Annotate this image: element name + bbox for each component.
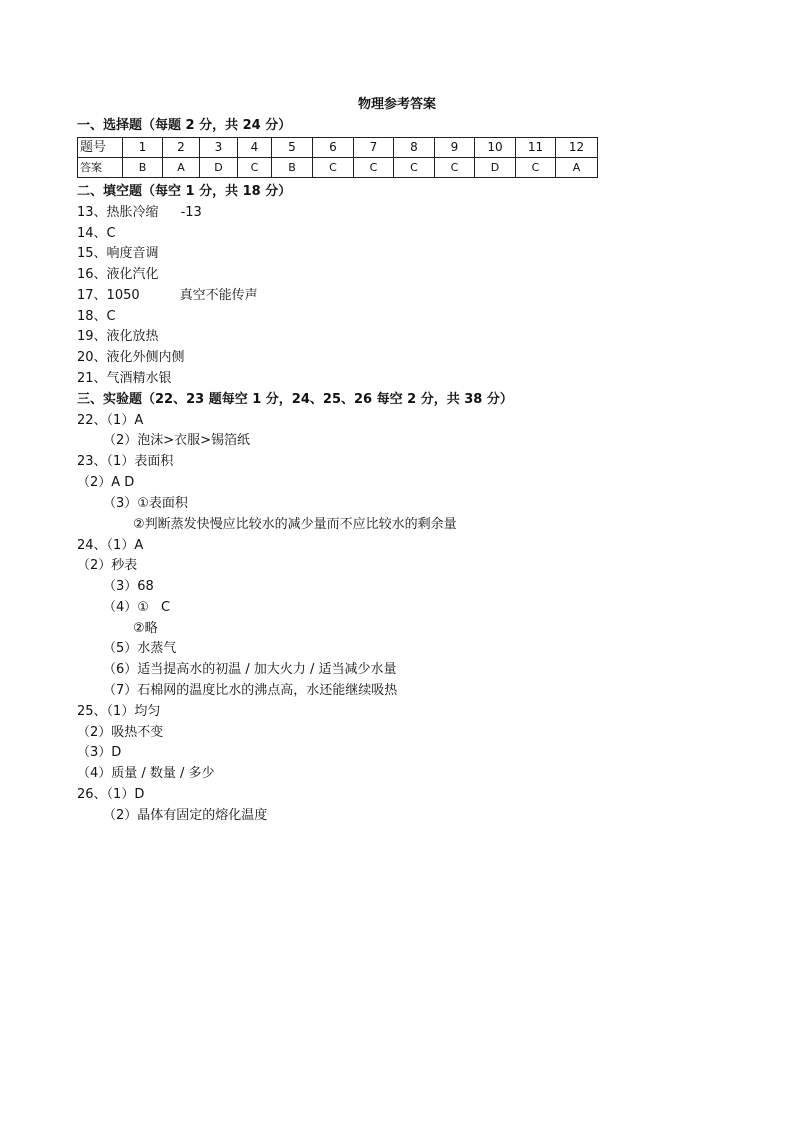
table-cell-answer: D [200,158,238,178]
table-cell-answer: B [272,158,313,178]
answer-line: 19、液化放热 [77,329,159,344]
table-cell-number: 4 [238,138,272,158]
answer-line: （2）晶体有固定的熔化温度 [103,808,268,823]
table-cell-number: 6 [313,138,354,158]
table-cell-answer: B [123,158,163,178]
table-cell-number: 11 [516,138,556,158]
answer-line: （2）秒表 [77,558,138,573]
table-cell-answer: C [394,158,435,178]
question-number: 13、 [77,205,107,220]
answer-text: 热胀冷缩 [106,205,159,220]
table-cell-answer: A [163,158,200,178]
section2-heading: 二、填空题（每空 1 分，共 18 分） [77,184,292,199]
answer-line [77,288,258,304]
answer-line: （2）A D [77,475,135,490]
table-cell-number: 9 [435,138,475,158]
table-cell-answer: D [475,158,516,178]
table-cell-answer: C [435,158,475,178]
answer-line: （2）泡沫>衣服>锡箔纸 [103,433,251,448]
table-cell-number: 5 [272,138,313,158]
answer-line: （3）①表面积 [103,496,188,511]
table-cell-answer: C [354,158,394,178]
table-cell-number: 2 [163,138,200,158]
answer-line: （6）适当提高水的初温 / 加大火力 / 适当减少水量 [103,662,397,677]
answer-text: （4）① [103,600,149,615]
answer-line: 18、C [77,309,116,324]
table-cell-number: 3 [200,138,238,158]
answer-line: （4）质量 / 数量 / 多少 [77,766,215,781]
answer-line: 25、（1）均匀 [77,704,161,719]
table-cell-number: 1 [123,138,163,158]
table-cell-number: 8 [394,138,435,158]
answer-line: 20、液化外侧内侧 [77,350,185,365]
answer-line: （3）D [77,745,122,760]
answer-line: 15、响度音调 [77,246,159,261]
answer-line: 14、C [77,226,116,241]
table-row-answers [78,158,598,178]
answer-line: 16、液化汽化 [77,267,159,282]
table-cell-answer: C [238,158,272,178]
answer-text: 17、1050 [77,288,140,303]
answer-text: C [160,600,171,615]
table-cell-answer: C [516,158,556,178]
table-cell-answer: C [313,158,354,178]
table-cell-number: 7 [354,138,394,158]
answer-table [77,137,598,178]
section1-heading: 一、选择题（每题 2 分，共 24 分） [77,118,292,133]
row-label-answer: 答案 [78,158,123,178]
answer-line: 21、气酒精水银 [77,371,172,386]
table-cell-number: 12 [556,138,598,158]
answer-line: （2）吸热不变 [77,725,164,740]
answer-text: -13 [180,205,202,220]
answer-line: （5）水蒸气 [103,641,177,656]
answer-line: 22、（1）A [77,413,144,428]
answer-line: ②略 [133,621,158,636]
row-label-number: 题号 [78,138,123,158]
answer-line [77,205,202,221]
answer-text: 真空不能传声 [179,288,258,303]
answer-line [103,600,170,616]
answer-line: （3）68 [103,579,154,594]
page-title: 物理参考答案 [357,97,436,112]
answer-line: ②判断蒸发快慢应比较水的减少量而不应比较水的剩余量 [133,517,457,532]
table-cell-answer: A [556,158,598,178]
table-row-numbers [78,138,598,158]
section3-heading: 三、实验题（22、23 题每空 1 分，24、25、26 每空 2 分，共 38 分） [77,392,513,407]
answer-line: 23、（1）表面积 [77,454,174,469]
answer-line: 26、（1）D [77,787,145,802]
answer-line: 24、（1）A [77,538,144,553]
answer-line: （7）石棉网的温度比水的沸点高，水还能继续吸热 [103,683,398,698]
table-cell-number: 10 [475,138,516,158]
